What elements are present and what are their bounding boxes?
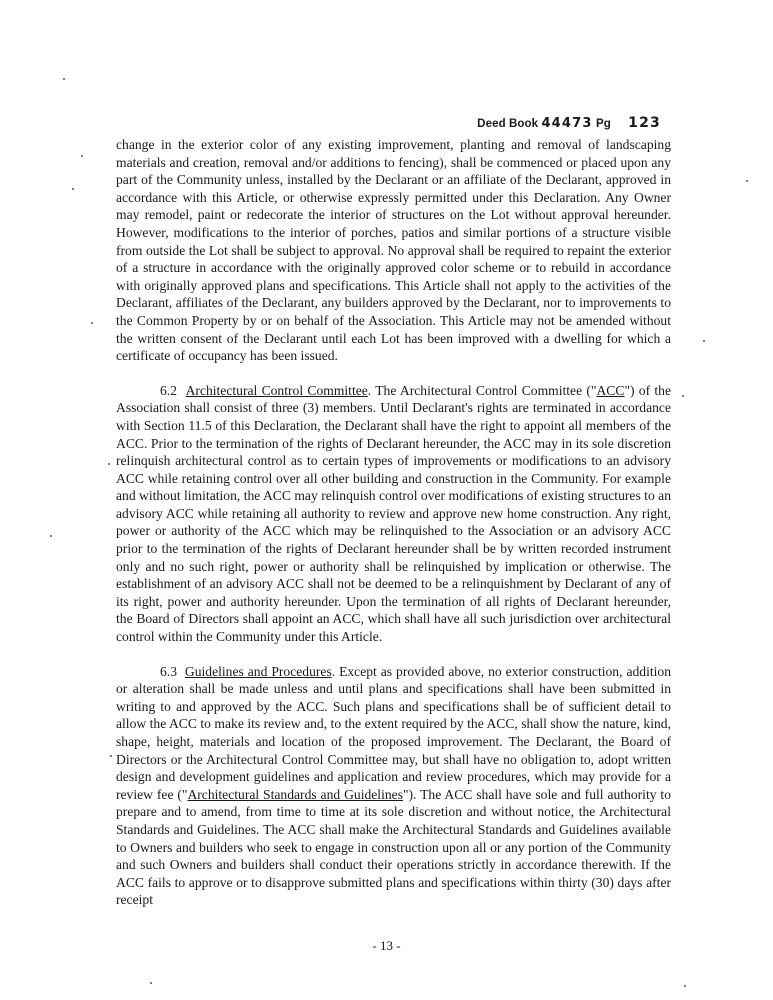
- scan-speck: [81, 155, 83, 157]
- deed-book-label: Deed Book: [477, 118, 539, 130]
- scan-speck: [63, 78, 65, 80]
- section-6-2-text-b: ") of the Association shall consist of three (3) members. Until Declarant's rights are terminated in accordance with Section 11.5 of this Declaration, the Declarant shall have the right to appoint all members of the ACC. Prior to the termination of the rights of Declarant hereunder, the ACC may in its sole discretion relinquish architectural control as to certain types of improvements or modifications to an advisory ACC while retaining control over all other building and construction in the Community. For example and without limitation, the ACC may relinquish control over modifications of existing structures to an advisory ACC while retaining all authority to review and approve new home construction. Any right, power or authority of the ACC which may be relinquished to the Association or an advisory ACC prior to the termination of the rights of Declarant hereunder shall be by written recorded instrument only and no such right, power or authority shall be relinquished by implication or otherwise. The establishment of an advisory ACC shall not be deemed to be a relinquishment by Declarant of any of its right, power and authority hereunder. Upon the termination of all rights of Declarant hereunder, the Board of Directors shall appoint an ACC, which shall have all such jurisdiction over architectural control within the Community under this Article.: [116, 382, 672, 645]
- scan-speck: [703, 340, 705, 342]
- scan-speck: [682, 395, 684, 397]
- page-footer-number: - 13 -: [372, 938, 401, 953]
- section-6-3-heading: Guidelines and Procedures: [184, 663, 332, 679]
- scan-speck: [746, 180, 748, 182]
- section-6-3-text-b: "). The ACC shall have sole and full authority to prepare and to amend, from time to time at its sole discretion and without notice, the Architectural Standards and Guidelines. The ACC shall make the Architectural Standards and Guidelines available to Owners and builders who seek to engage in construction upon all or any portion of the Community and such Owners and builders shall conduct their operations strictly in accordance therewith. If the ACC fails to approve or to disapprove submitted plans and specifications within thirty (30) days after receipt: [116, 786, 671, 908]
- standards-defined-term: Architectural Standards and Guidelines: [187, 786, 403, 802]
- book-number: 44473: [541, 116, 593, 131]
- deed-book-header: [477, 115, 661, 131]
- scan-speck: [72, 188, 74, 190]
- section-6-3-paragraph: [116, 663, 671, 909]
- page-label: Pg: [595, 118, 611, 130]
- scan-speck: [684, 985, 686, 987]
- deed-page-number: 123: [628, 115, 661, 131]
- scan-speck: [150, 982, 152, 984]
- section-6-2-text-a: . The Architectural Control Committee (": [367, 382, 597, 398]
- section-6-2-heading: Architectural Control Committee: [185, 382, 368, 398]
- acc-defined-term: ACC: [596, 382, 625, 398]
- section-6-2-number: 6.2: [160, 382, 177, 398]
- scan-speck: [50, 535, 52, 537]
- scan-speck: [110, 755, 112, 757]
- continuation-paragraph: change in the exterior color of any existing improvement, planting and removal of landscaping materials and creation, removal and/or additions to fencing), shall be commenced or placed upon any part of the Community unless, installed by the Declarant or an affiliate of the Declarant, approved in accordance with this Article, or otherwise expressly permitted under this Declaration. Any Owner may remodel, paint or redecorate the interior of structures on the Lot without approval hereunder. However, modifications to the interior of porches, patios and similar portions of a structure visible from outside the Lot shall be subject to approval. No approval shall be required to repaint the exterior of a structure in accordance with the originally approved color scheme or to rebuild in accordance with originally approved plans and specifications. This Article shall not apply to the activities of the Declarant, affiliates of the Declarant, any builders approved by the Declarant, nor to improvements to the Common Property by or on behalf of the Association. This Article may not be amended without the written consent of the Declarant until each Lot has been improved with a dwelling for which a certificate of occupancy has been issued.: [116, 137, 671, 364]
- section-6-2-paragraph: [116, 382, 671, 646]
- document-body: [116, 136, 671, 926]
- section-6-3-number: 6.3: [160, 663, 177, 679]
- scan-speck: [91, 322, 93, 324]
- section-6-3-text-a: . Except as provided above, no exterior construction, addition or alteration shall be made unless and until plans and specifications shall have been submitted in writing to and approved by the ACC. Such plans and specifications shall be of sufficient detail to allow the ACC to make its review and, to the extent required by the ACC, shall show the nature, kind, shape, height, materials and location of the proposed improvement. The Declarant, the Board of Directors or the Architectural Control Committee may, but shall have no obligation to, adopt written design and development guidelines and application and review procedures, which may provide for a review fee (": [116, 663, 672, 802]
- scan-speck: [108, 463, 110, 465]
